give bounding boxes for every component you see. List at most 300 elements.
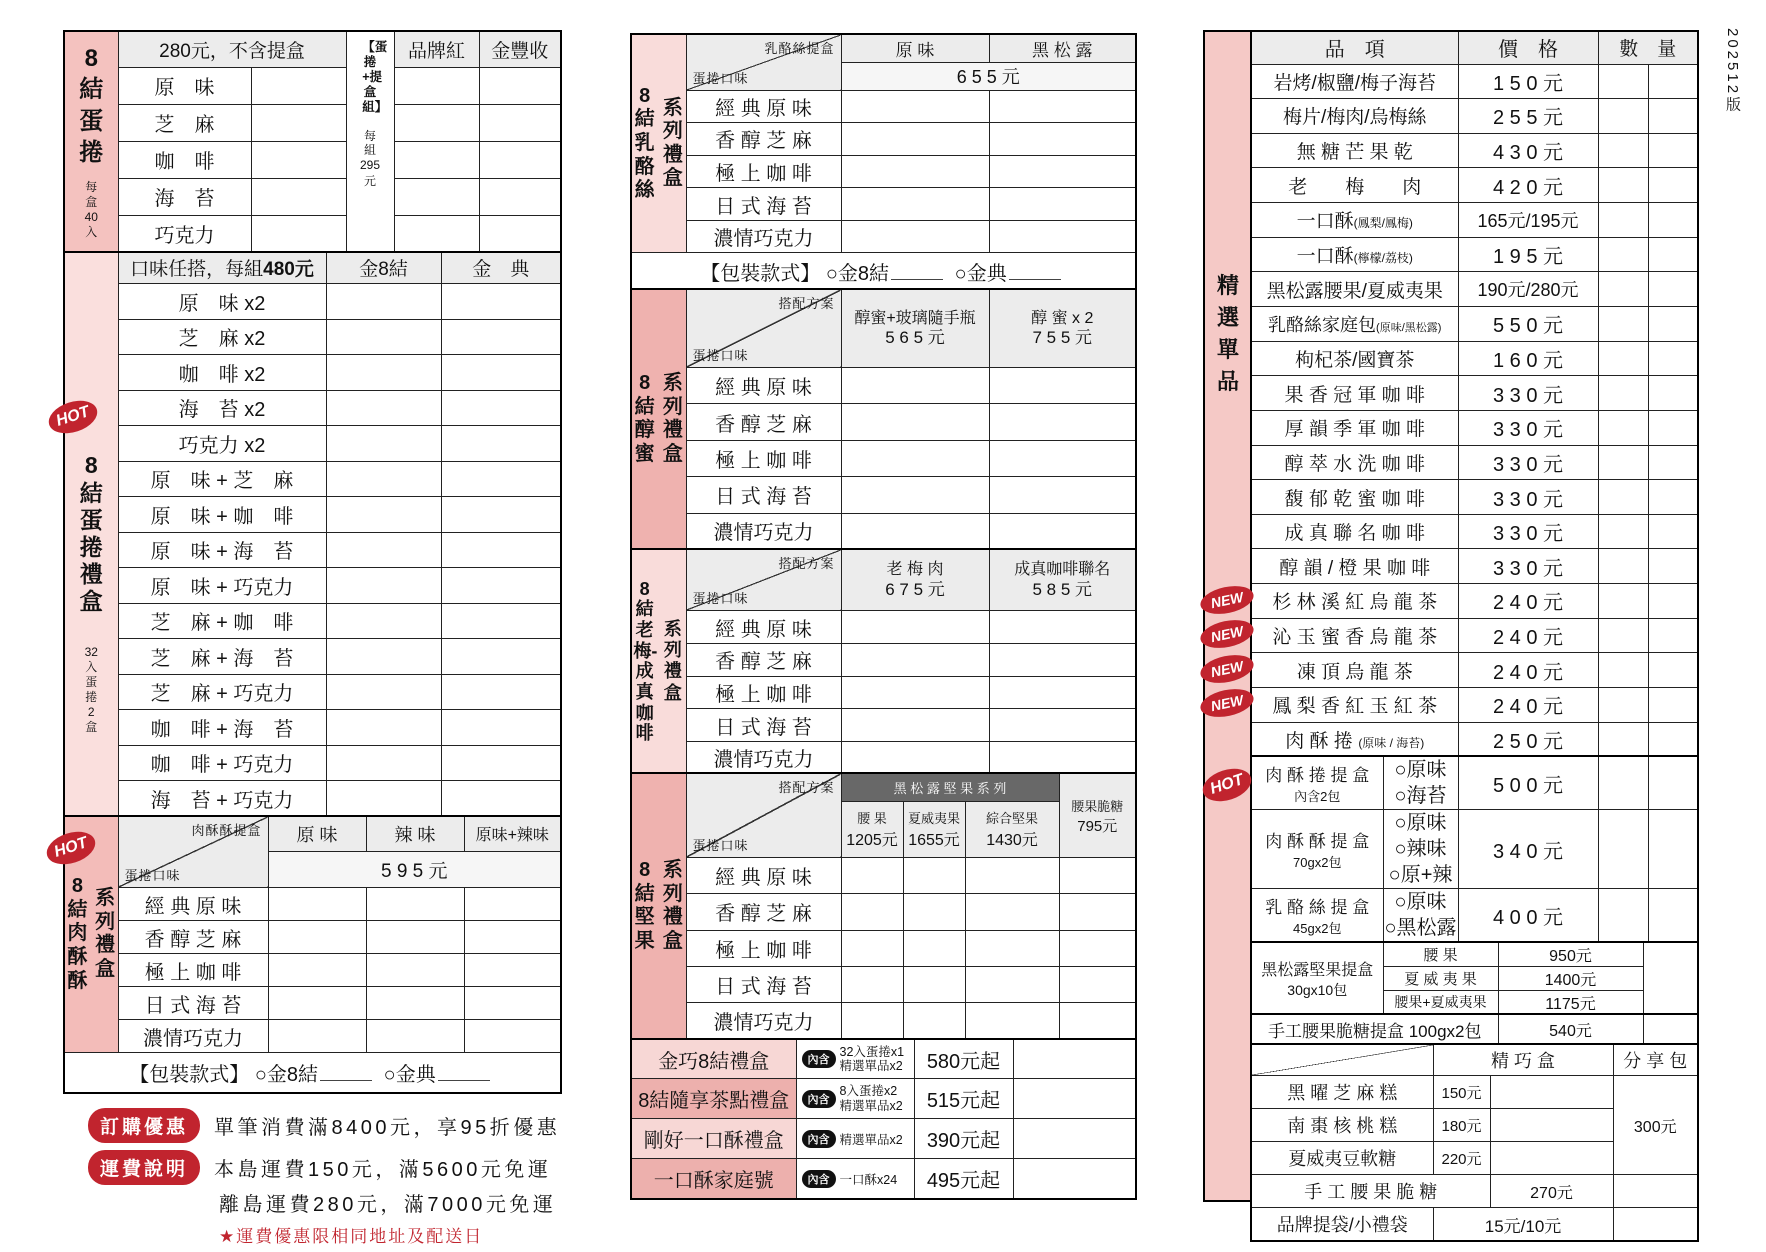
sidebar-title: 精選單品	[1216, 273, 1239, 394]
new-badge: NEW	[1198, 651, 1256, 688]
qty-cell[interactable]	[479, 104, 561, 141]
middle-column	[630, 33, 1135, 1200]
hot-badge: HOT	[1199, 763, 1256, 807]
variant-price: 1400元	[1498, 966, 1643, 990]
qty-cell[interactable]	[1598, 514, 1648, 549]
item-name: 肉 酥 捲 提 盒 內含2包	[1251, 756, 1383, 810]
option-name: 醇蜜+玻璃隨手瓶	[854, 309, 976, 327]
qty-cell[interactable]	[989, 709, 1136, 742]
qty-cell[interactable]	[1013, 1119, 1136, 1159]
item-name: 枸杞茶/國寶茶	[1251, 341, 1458, 376]
qty-cell[interactable]	[1648, 549, 1698, 584]
version-label: 202512版	[1724, 28, 1741, 115]
nut-giftbox-table	[630, 772, 1137, 1040]
qty-cell[interactable]	[1059, 967, 1136, 1003]
qty-cell[interactable]	[479, 67, 561, 104]
col-header-honey-bottle	[841, 289, 989, 367]
giftbox-contents	[796, 1119, 914, 1159]
qty-cell[interactable]	[841, 644, 989, 677]
new-badge: NEW	[1198, 685, 1256, 722]
col-header-original: 原 味	[268, 816, 366, 852]
qty-cell[interactable]	[1490, 1109, 1613, 1142]
qty-cell[interactable]	[1598, 445, 1648, 480]
combo-flavor-label: 咖 啡 + 巧克力	[118, 745, 326, 781]
option-price: 1205元	[846, 832, 898, 850]
qty-cell[interactable]	[965, 857, 1059, 893]
packaging-option-golden[interactable]: ○金典	[383, 1063, 436, 1086]
qty-cell[interactable]	[464, 987, 561, 1020]
qty-cell[interactable]	[841, 220, 989, 253]
qty-cell[interactable]	[1598, 203, 1648, 238]
flavor-label: 極 上 咖 啡	[118, 954, 268, 987]
sidebar-cheese-strip-series	[631, 34, 686, 253]
qty-cell[interactable]	[441, 674, 561, 710]
qty-cell[interactable]	[441, 603, 561, 639]
qty-cell[interactable]	[326, 781, 441, 817]
flavor-label: 經 典 原 味	[686, 857, 841, 893]
price-note-header: 280元，不含提盒	[118, 31, 346, 67]
fill-line[interactable]	[891, 265, 943, 280]
item-name: 岩烤/椒鹽/梅子海苔	[1251, 64, 1458, 99]
qty-cell[interactable]	[989, 611, 1136, 644]
qty-cell[interactable]	[1059, 1003, 1136, 1039]
variant-name: 腰 果	[1383, 942, 1498, 967]
sidebar-subtitle: 系列禮盒	[663, 618, 682, 703]
qty-cell[interactable]	[1648, 584, 1698, 619]
qty-cell[interactable]	[1648, 168, 1698, 203]
qty-cell[interactable]	[441, 532, 561, 568]
qty-cell[interactable]	[903, 930, 965, 966]
qty-cell[interactable]	[1598, 756, 1648, 810]
qty-cell[interactable]	[1598, 237, 1648, 272]
combo-flavor-label: 芝 麻 x2	[118, 319, 326, 355]
qty-cell[interactable]	[989, 676, 1136, 709]
col-header-gold8: 金8結	[326, 252, 441, 284]
qty-cell[interactable]	[1598, 618, 1648, 653]
qty-cell[interactable]	[1598, 376, 1648, 411]
option-price: 1655元	[908, 832, 960, 850]
qty-cell[interactable]	[1598, 584, 1648, 619]
qty-cell[interactable]	[1490, 1076, 1613, 1109]
combo-flavor-label: 海 苔 + 巧克力	[118, 781, 326, 817]
qty-cell[interactable]	[394, 215, 479, 252]
combo-flavor-label: 芝 麻 + 咖 啡	[118, 603, 326, 639]
col-header-original-spicy: 原味+辣味	[464, 816, 561, 852]
qty-cell[interactable]	[464, 921, 561, 954]
qty-cell[interactable]	[1613, 1175, 1698, 1208]
flavor-label: 香 醇 芝 麻	[686, 123, 841, 156]
item-price: 4 3 0 元	[1458, 133, 1598, 168]
qty-cell[interactable]	[965, 894, 1059, 930]
combo-flavor-label: 原 味 x2	[118, 284, 326, 320]
qty-cell[interactable]	[251, 178, 346, 215]
sidebar-title: 8結乳酪絲	[634, 84, 655, 202]
qty-cell[interactable]	[1648, 688, 1698, 723]
qty-cell[interactable]	[1598, 688, 1648, 723]
qty-cell[interactable]	[394, 141, 479, 178]
qty-cell[interactable]	[841, 930, 903, 966]
qty-cell[interactable]	[441, 461, 561, 497]
item-name: 肉 酥 酥 提 盒 70gx2包	[1251, 810, 1383, 889]
qty-cell[interactable]	[903, 894, 965, 930]
qty-cell[interactable]	[1598, 810, 1648, 889]
item-name: 成 真 聯 名 咖 啡	[1251, 514, 1458, 549]
combo-sub: 每組	[364, 129, 377, 158]
contents-line1: 8入蛋捲x2	[839, 1084, 898, 1099]
flavor-label: 日 式 海 苔	[686, 709, 841, 742]
diagonal-bottom-label: 蛋捲口味	[692, 347, 749, 363]
qty-cell[interactable]	[1598, 306, 1648, 341]
qty-cell[interactable]	[1598, 653, 1648, 688]
fill-line[interactable]	[438, 1066, 490, 1081]
qty-cell[interactable]	[1598, 64, 1648, 99]
shipping-note	[88, 1150, 551, 1185]
flavor-label: 香 醇 芝 麻	[118, 921, 268, 954]
qty-cell[interactable]	[989, 644, 1136, 677]
qty-cell[interactable]	[464, 1020, 561, 1053]
qty-cell[interactable]	[1648, 722, 1698, 757]
giftbox-name: 8結隨享茶點禮盒	[631, 1079, 796, 1119]
sidebar-8jie-eggroll-giftbox	[64, 252, 118, 817]
flavor-label: 巧克力	[118, 215, 251, 252]
qty-cell[interactable]	[989, 188, 1136, 221]
combo-giftbox-table	[630, 1038, 1137, 1200]
item-price: 2 4 0 元	[1458, 688, 1598, 723]
item-name: 醇 萃 水 洗 咖 啡	[1251, 445, 1458, 480]
qty-cell[interactable]	[989, 155, 1136, 188]
qty-cell[interactable]	[326, 461, 441, 497]
qty-cell[interactable]	[441, 319, 561, 355]
qty-cell[interactable]	[989, 220, 1136, 253]
col-header-golden: 金 典	[441, 252, 561, 284]
col-header-price: 價 格	[1458, 31, 1598, 64]
packaging-option-golden[interactable]: ○金典	[954, 262, 1007, 285]
qty-cell[interactable]	[841, 404, 989, 440]
qty-cell[interactable]	[1648, 810, 1698, 889]
item-price: 2 4 0 元	[1458, 584, 1598, 619]
giftbox-name: 剛好一口酥禮盒	[631, 1119, 796, 1159]
packaging-style-row	[64, 1053, 561, 1093]
qty-cell[interactable]	[441, 639, 561, 675]
qty-cell[interactable]	[441, 390, 561, 426]
qty-cell[interactable]	[1598, 480, 1648, 515]
qty-cell[interactable]	[841, 611, 989, 644]
diagonal-top-label: 乳酪絲提盒	[764, 41, 835, 56]
sidebar-subtitle: 系列禮盒	[95, 887, 116, 980]
qty-cell[interactable]	[268, 954, 366, 987]
qty-cell[interactable]	[1598, 889, 1648, 943]
combo-flavor-label: 咖 啡 x2	[118, 355, 326, 391]
qty-cell[interactable]	[268, 888, 366, 921]
qty-cell[interactable]	[841, 894, 903, 930]
sidebar-8jie-eggroll	[64, 31, 118, 252]
qty-cell[interactable]	[989, 123, 1136, 156]
qty-cell[interactable]	[1643, 1014, 1698, 1044]
qty-cell[interactable]	[1013, 1039, 1136, 1079]
qty-cell[interactable]	[1648, 514, 1698, 549]
fill-line[interactable]	[320, 1066, 372, 1081]
qty-cell[interactable]	[903, 967, 965, 1003]
qty-cell[interactable]	[326, 284, 441, 320]
qty-cell[interactable]	[268, 987, 366, 1020]
packaging-option-gold8[interactable]: ○金8結	[254, 1063, 319, 1086]
qty-cell[interactable]	[1648, 341, 1698, 376]
flavor-label: 原 味	[118, 67, 251, 104]
col-header-mixed-nuts	[965, 801, 1059, 857]
qty-cell[interactable]	[251, 67, 346, 104]
qty-cell[interactable]	[903, 1003, 965, 1039]
qty-cell[interactable]	[1059, 857, 1136, 893]
item-price: 3 3 0 元	[1458, 514, 1598, 549]
item-price: 3 3 0 元	[1458, 410, 1598, 445]
giftbox-contents	[796, 1039, 914, 1079]
qty-cell[interactable]	[841, 155, 989, 188]
qty-cell[interactable]	[1490, 1142, 1613, 1175]
item-name: 沁 玉 蜜 香 烏 龍 茶	[1251, 618, 1458, 653]
option-price: 6 7 5 元	[885, 579, 945, 599]
qty-cell[interactable]	[965, 967, 1059, 1003]
plum-coffee-giftbox-table	[630, 548, 1137, 775]
qty-cell[interactable]	[841, 1003, 903, 1039]
flavor-label: 香 醇 芝 麻	[686, 644, 841, 677]
qty-cell[interactable]	[441, 355, 561, 391]
qty-cell[interactable]	[989, 367, 1136, 403]
fill-line[interactable]	[1009, 265, 1061, 280]
option-price: 5 8 5 元	[1032, 579, 1093, 599]
qty-cell[interactable]	[251, 104, 346, 141]
qty-cell[interactable]	[1648, 376, 1698, 411]
qty-cell[interactable]	[841, 513, 989, 549]
col-header-item: 品 項	[1251, 31, 1458, 64]
hot-badge: HOT	[45, 395, 102, 439]
option-name: 老 梅 肉	[886, 561, 944, 579]
qty-cell[interactable]	[326, 745, 441, 781]
qty-cell[interactable]	[326, 319, 441, 355]
item-name: 手工腰果脆糖提盒 100gx2包	[1251, 1014, 1498, 1044]
qty-cell[interactable]	[989, 404, 1136, 440]
qty-cell[interactable]	[326, 568, 441, 604]
truffle-nut-series-header: 黑 松 露 堅 果 系 列	[841, 773, 1059, 801]
qty-cell[interactable]	[841, 188, 989, 221]
discount-badge: 訂購優惠	[88, 1108, 200, 1143]
qty-cell[interactable]	[1648, 306, 1698, 341]
col-header-cashew	[841, 801, 903, 857]
mix-header-price: 480元	[263, 259, 314, 281]
sidebar-subtitle: 每盒40入	[84, 179, 98, 239]
qty-cell[interactable]	[1648, 445, 1698, 480]
option-name: 腰果脆糖	[1071, 798, 1124, 814]
qty-cell[interactable]	[1648, 64, 1698, 99]
qty-cell[interactable]	[1648, 203, 1698, 238]
flavor-options[interactable]: ○原味 ○海苔	[1383, 756, 1458, 810]
qty-cell[interactable]	[965, 930, 1059, 966]
qty-cell[interactable]	[326, 390, 441, 426]
qty-cell[interactable]	[989, 741, 1136, 774]
col-header-brand-red: 品牌紅	[394, 31, 479, 67]
qty-cell[interactable]	[1598, 99, 1648, 134]
qty-cell[interactable]	[841, 90, 989, 123]
flavor-label: 經 典 原 味	[686, 367, 841, 403]
qty-cell[interactable]	[1598, 722, 1648, 757]
qty-cell[interactable]	[441, 781, 561, 817]
qty-cell[interactable]	[441, 426, 561, 462]
qty-cell[interactable]	[366, 1020, 464, 1053]
qty-cell[interactable]	[326, 639, 441, 675]
qty-cell[interactable]	[326, 603, 441, 639]
qty-cell[interactable]	[1648, 410, 1698, 445]
price-row: 5 9 5 元	[268, 852, 561, 888]
combo-flavor-label: 巧克力 x2	[118, 426, 326, 462]
qty-cell[interactable]	[251, 215, 346, 252]
qty-cell[interactable]	[1648, 653, 1698, 688]
diagonal-top-label: 肉酥酥提盒	[191, 822, 262, 838]
mix-header-text: 口味任搭，每組	[130, 259, 264, 281]
qty-cell[interactable]	[1598, 410, 1648, 445]
qty-cell[interactable]	[965, 1003, 1059, 1039]
giftbox-price: 580元起	[914, 1039, 1013, 1079]
pork-floss-giftbox-table	[63, 815, 562, 1094]
qty-cell[interactable]	[366, 954, 464, 987]
qty-cell[interactable]	[841, 440, 989, 476]
item-price: 3 3 0 元	[1458, 549, 1598, 584]
qty-cell[interactable]	[841, 857, 903, 893]
qty-cell[interactable]	[268, 921, 366, 954]
qty-cell[interactable]	[464, 888, 561, 921]
qty-cell[interactable]	[841, 477, 989, 513]
qty-cell[interactable]	[1013, 1159, 1136, 1199]
qty-cell[interactable]	[841, 367, 989, 403]
qty-cell[interactable]	[1598, 341, 1648, 376]
qty-cell[interactable]	[326, 532, 441, 568]
item-price: 270元	[1490, 1175, 1613, 1208]
qty-cell[interactable]	[366, 888, 464, 921]
packaging-style-row	[631, 253, 1136, 290]
singles-table	[1250, 30, 1699, 758]
diagonal-header	[686, 773, 841, 857]
diagonal-header	[686, 34, 841, 90]
packaging-label: 【包裝款式】	[700, 262, 821, 285]
qty-cell[interactable]	[1648, 889, 1698, 943]
flavor-options[interactable]: ○原味 ○辣味 ○原+辣	[1383, 810, 1458, 889]
qty-cell[interactable]	[1648, 133, 1698, 168]
item-name: 黑 曜 芝 麻 糕	[1251, 1076, 1433, 1109]
qty-cell[interactable]	[394, 67, 479, 104]
sidebar-subtitle: 32入蛋捲2盒	[84, 645, 98, 735]
qty-cell[interactable]	[841, 676, 989, 709]
qty-cell[interactable]	[251, 141, 346, 178]
qty-cell[interactable]	[1648, 272, 1698, 307]
qty-cell[interactable]	[441, 745, 561, 781]
qty-cell[interactable]	[441, 710, 561, 746]
qty-cell[interactable]	[1598, 272, 1648, 307]
qty-cell[interactable]	[841, 741, 989, 774]
qty-cell[interactable]	[841, 967, 903, 1003]
qty-cell[interactable]	[394, 104, 479, 141]
col-header-come-true-coffee	[989, 549, 1136, 611]
qty-cell[interactable]	[903, 857, 965, 893]
item-price: 3 3 0 元	[1458, 445, 1598, 480]
col-header-golden-harvest: 金豐收	[479, 31, 561, 67]
qty-cell[interactable]	[1598, 133, 1648, 168]
qty-cell[interactable]	[366, 921, 464, 954]
qty-cell[interactable]	[989, 90, 1136, 123]
flavor-label: 濃情巧克力	[686, 1003, 841, 1039]
qty-cell[interactable]	[1648, 618, 1698, 653]
qty-cell[interactable]	[1643, 942, 1698, 1015]
contents-line2: 精選單品x2	[839, 1059, 903, 1074]
qty-cell[interactable]	[441, 497, 561, 533]
qty-cell[interactable]	[1648, 756, 1698, 810]
qty-cell[interactable]	[394, 178, 479, 215]
qty-cell[interactable]	[841, 709, 989, 742]
qty-cell[interactable]	[1598, 168, 1648, 203]
qty-cell[interactable]	[989, 440, 1136, 476]
giftbox-contents	[796, 1159, 914, 1199]
col-header-macadamia	[903, 801, 965, 857]
qty-cell[interactable]	[1648, 237, 1698, 272]
qty-cell[interactable]	[441, 568, 561, 604]
item-spec: 30gx10包	[1287, 981, 1348, 998]
qty-cell[interactable]	[479, 215, 561, 252]
qty-cell[interactable]	[1648, 480, 1698, 515]
qty-cell[interactable]	[1013, 1079, 1136, 1119]
sidebar-subtitle: 系列禮盒	[662, 859, 683, 952]
qty-cell[interactable]	[326, 497, 441, 533]
qty-cell[interactable]	[268, 1020, 366, 1053]
qty-cell[interactable]	[479, 141, 561, 178]
cheese-strip-giftbox-table	[630, 33, 1137, 291]
flavor-label: 極 上 咖 啡	[686, 155, 841, 188]
col-header-cashew-brittle	[1059, 773, 1136, 857]
sidebar-title: 8結醇蜜	[634, 372, 655, 466]
variant-name: 腰果+夏威夷果	[1383, 990, 1498, 1015]
col-header-original: 原 味	[841, 34, 989, 62]
qty-cell[interactable]	[479, 178, 561, 215]
qty-cell[interactable]	[841, 123, 989, 156]
qty-cell[interactable]	[989, 513, 1136, 549]
qty-cell[interactable]	[1059, 894, 1136, 930]
flavor-label: 濃情巧克力	[686, 220, 841, 253]
flavor-options[interactable]: ○原味 ○黑松露	[1383, 889, 1458, 943]
combo-set-note	[346, 31, 394, 252]
item-price: 3 3 0 元	[1458, 480, 1598, 515]
qty-cell[interactable]	[989, 477, 1136, 513]
flavor-label: 日 式 海 苔	[686, 477, 841, 513]
qty-cell[interactable]	[366, 987, 464, 1020]
item-name: 鳳 梨 香 紅 玉 紅 茶	[1251, 688, 1458, 723]
sidebar-subtitle: 系列禮盒	[662, 372, 683, 466]
diagonal-bottom-label: 蛋捲口味	[124, 868, 181, 883]
qty-cell[interactable]	[441, 284, 561, 320]
option-name: 醇 蜜 x 2	[1031, 309, 1094, 327]
qty-cell[interactable]	[326, 674, 441, 710]
qty-cell[interactable]	[1598, 549, 1648, 584]
qty-cell[interactable]	[1613, 1208, 1698, 1241]
eggroll-table	[63, 30, 562, 253]
item-name: 凍 頂 烏 龍 茶	[1251, 653, 1458, 688]
qty-cell[interactable]	[326, 355, 441, 391]
item-name: 老 梅 肉	[1251, 168, 1458, 203]
qty-cell[interactable]	[464, 954, 561, 987]
qty-cell[interactable]	[1648, 99, 1698, 134]
qty-cell[interactable]	[326, 710, 441, 746]
flavor-label: 極 上 咖 啡	[686, 676, 841, 709]
qty-cell[interactable]	[326, 426, 441, 462]
packaging-label: 【包裝款式】	[129, 1063, 250, 1086]
packaging-option-gold8[interactable]: ○金8結	[825, 262, 890, 285]
item-name: 馥 郁 乾 蜜 咖 啡	[1251, 480, 1458, 515]
qty-cell[interactable]	[1059, 930, 1136, 966]
